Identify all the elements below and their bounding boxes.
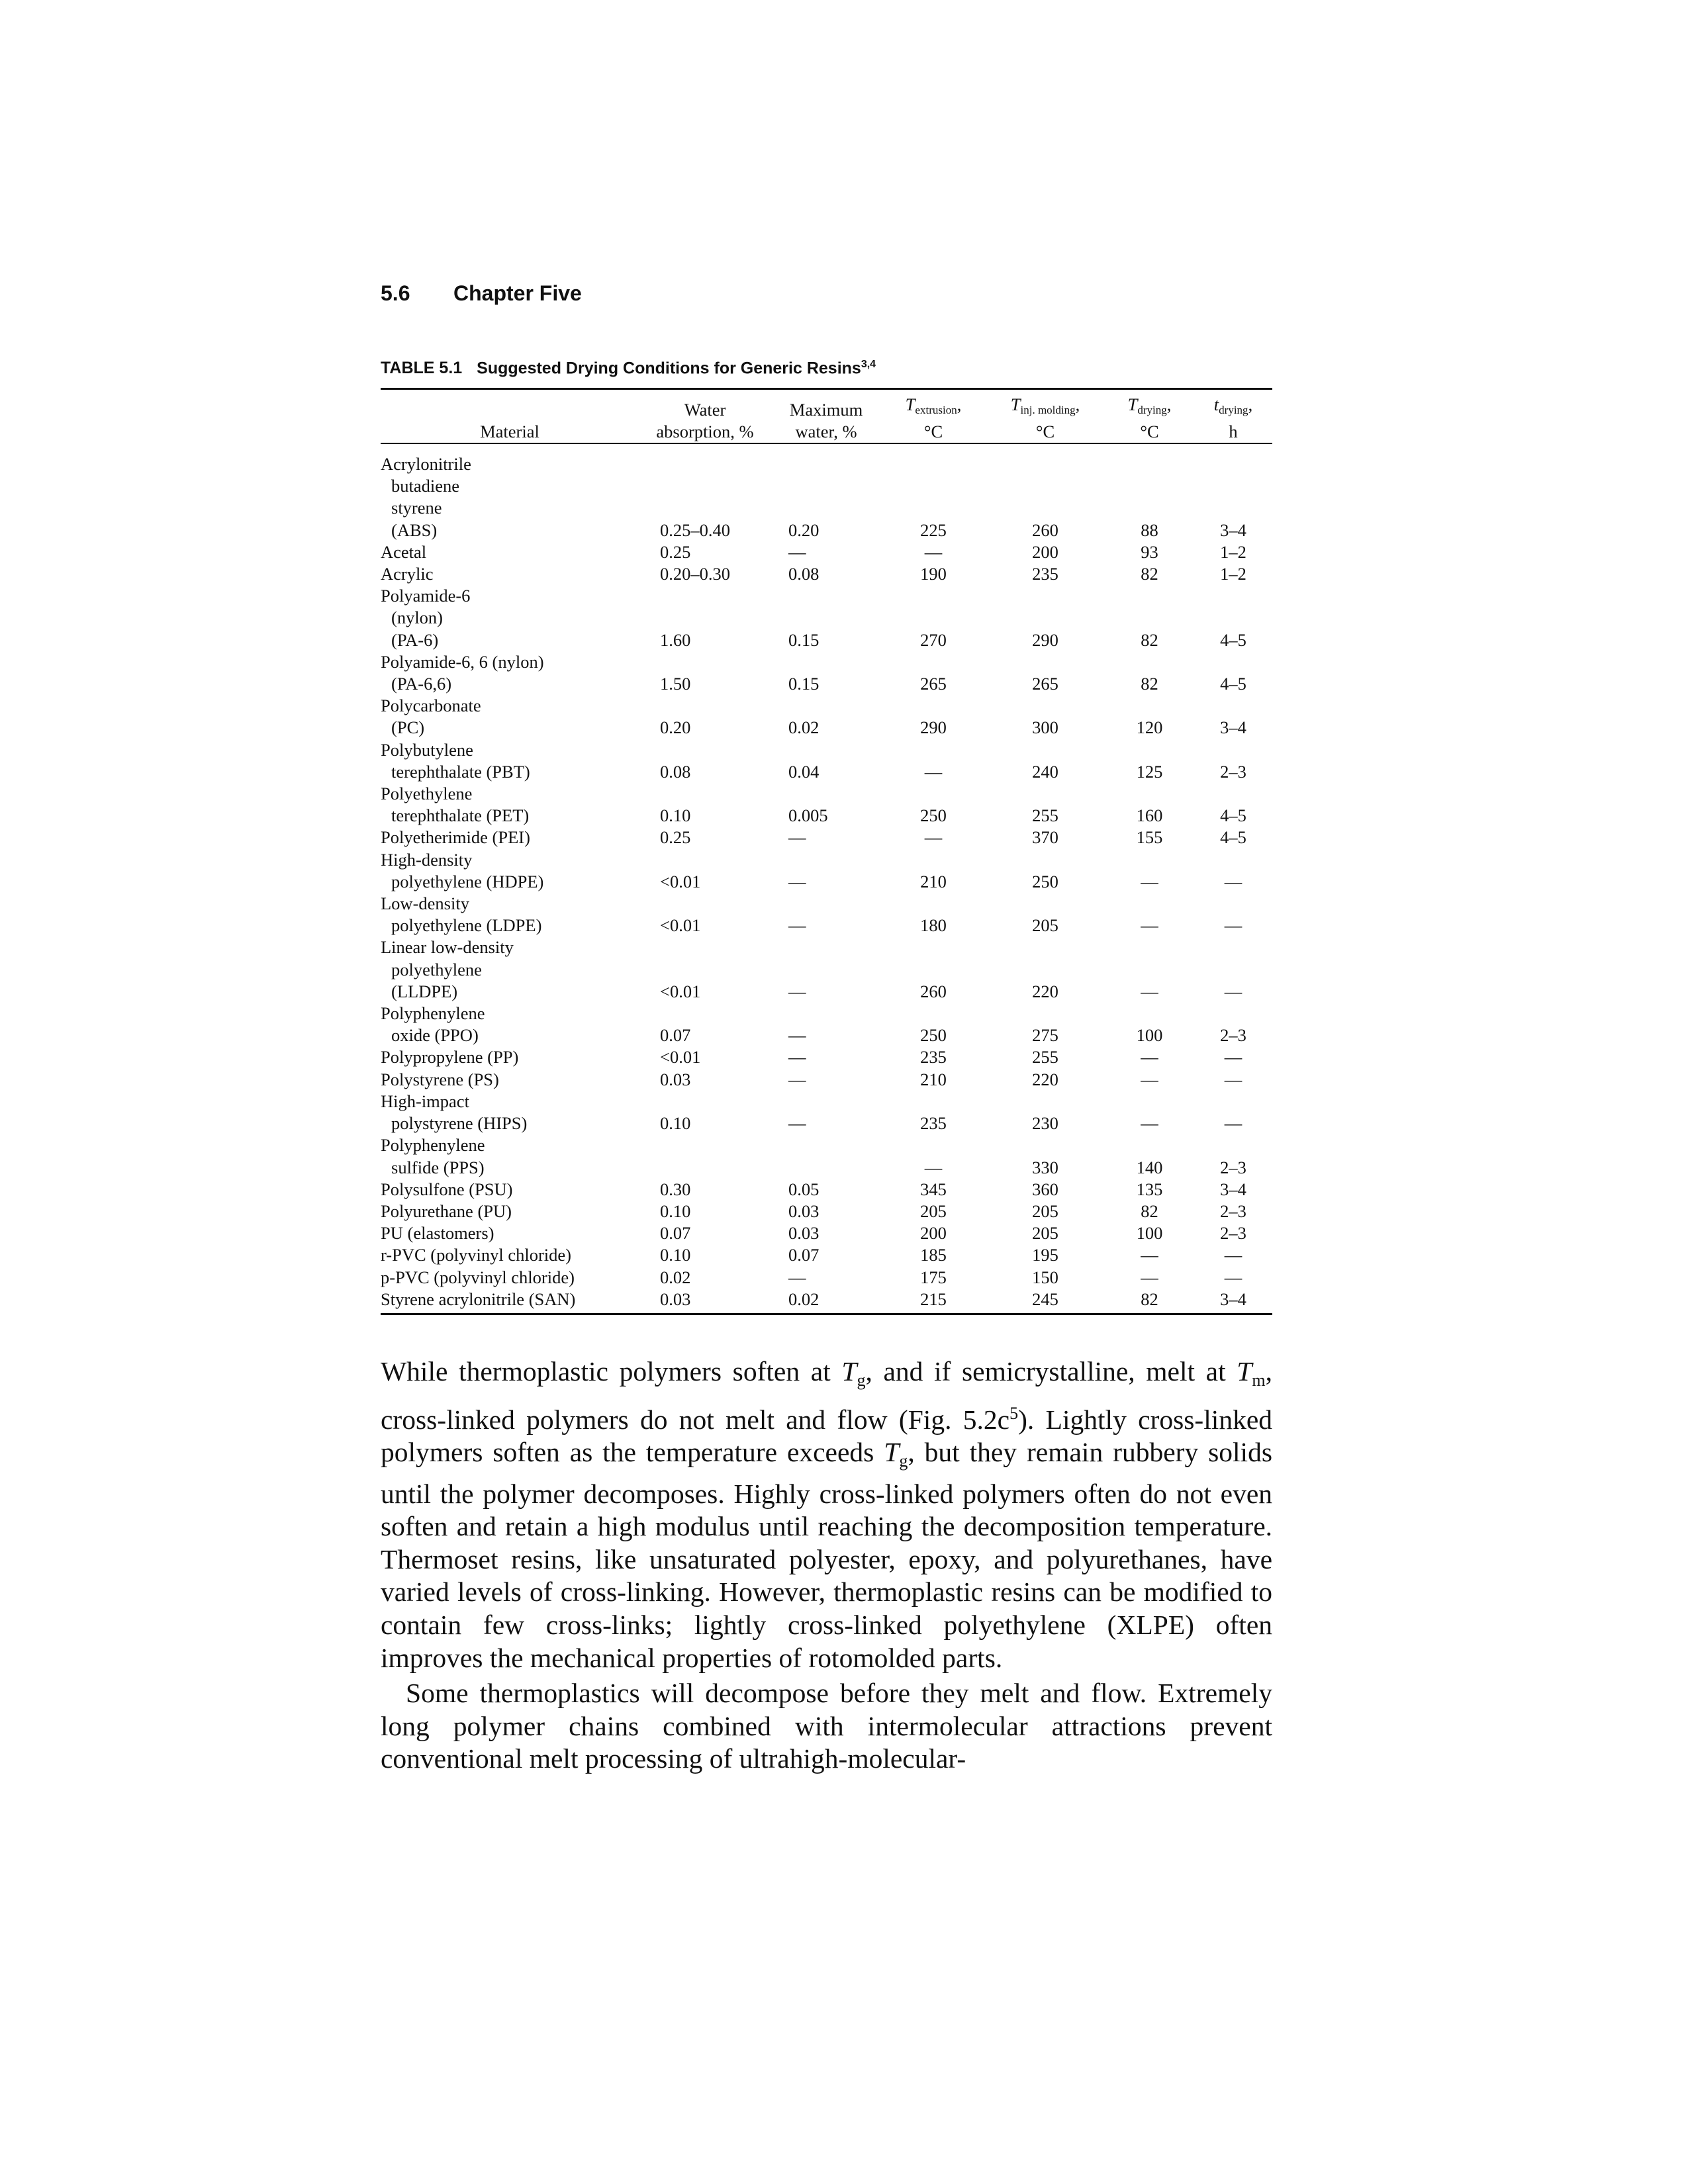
cell-time-drying: 2–3 <box>1220 1223 1246 1244</box>
cell-time-drying: 3–4 <box>1220 1179 1246 1199</box>
cell-time-drying: 4–5 <box>1220 827 1246 848</box>
cell-t-inj-molding: 250 <box>1032 871 1058 891</box>
cell-max-water: — <box>788 1113 806 1134</box>
cell-t-drying: 160 <box>1136 805 1163 826</box>
cell-material: p-PVC (polyvinyl chloride) <box>381 1267 575 1287</box>
table-body <box>381 443 1272 1313</box>
chapter-title: Chapter Five <box>453 281 582 305</box>
cell-material: Polyphenylene sulfide (PPS) <box>381 1135 485 1177</box>
col-header-water-absorption-1: Water <box>684 400 726 420</box>
cell-time-drying: — <box>1224 915 1243 936</box>
table-row <box>381 585 1272 651</box>
cell-water-absorption: <0.01 <box>660 981 701 1001</box>
cell-t-extrusion: — <box>924 1157 943 1177</box>
cell-t-inj-molding: 260 <box>1032 520 1058 540</box>
cell-time-drying: 4–5 <box>1220 629 1246 650</box>
body-text <box>381 1355 1272 1776</box>
cell-max-water: 0.15 <box>788 674 820 694</box>
table-row <box>381 1201 1272 1222</box>
cell-water-absorption: 0.07 <box>660 1025 691 1046</box>
cell-water-absorption: 0.30 <box>660 1179 691 1199</box>
col-header-water-absorption-2: absorption, % <box>656 422 754 441</box>
cell-time-drying: 2–3 <box>1220 1157 1246 1177</box>
cell-time-drying: 2–3 <box>1220 1201 1246 1221</box>
cell-t-inj-molding: 240 <box>1032 761 1058 782</box>
cell-t-extrusion: 175 <box>920 1267 947 1287</box>
cell-material: Polyethylene terephthalate (PET) <box>381 784 530 826</box>
col-header-max-water-1: Maximum <box>789 400 863 420</box>
cell-t-extrusion: 270 <box>920 629 947 650</box>
cell-t-drying: 82 <box>1141 1289 1158 1309</box>
cell-water-absorption <box>639 1134 771 1178</box>
table-row <box>381 443 1272 541</box>
table-label: TABLE 5.1 <box>381 359 463 378</box>
cell-material: Low-density polyethylene (LDPE) <box>381 893 542 936</box>
cell-t-inj-molding: 275 <box>1032 1025 1058 1046</box>
cell-t-drying: — <box>1141 915 1158 936</box>
cell-t-drying: 100 <box>1136 1223 1163 1244</box>
cell-t-inj-molding: 255 <box>1032 1047 1058 1068</box>
table-row <box>381 1244 1272 1266</box>
cell-t-drying: — <box>1141 1267 1158 1287</box>
cell-t-inj-molding: 220 <box>1032 981 1058 1001</box>
cell-max-water: 0.20 <box>788 520 820 540</box>
cell-max-water: 0.05 <box>788 1179 820 1199</box>
cell-t-drying: 125 <box>1136 761 1163 782</box>
table-row <box>381 1046 1272 1068</box>
table-row <box>381 695 1272 739</box>
cell-max-water: — <box>788 1069 806 1089</box>
cell-time-drying: 2–3 <box>1220 1025 1246 1046</box>
cell-t-drying: — <box>1141 1069 1158 1089</box>
cell-max-water: 0.02 <box>788 717 820 738</box>
cell-time-drying: 2–3 <box>1220 761 1246 782</box>
cell-water-absorption: <0.01 <box>660 871 701 891</box>
cell-time-drying: — <box>1224 981 1243 1001</box>
cell-material: r-PVC (polyvinyl chloride) <box>381 1245 571 1265</box>
cell-t-extrusion: 180 <box>920 915 947 936</box>
cell-water-absorption: 0.25 <box>660 541 691 562</box>
cell-t-drying: 120 <box>1136 717 1163 738</box>
cell-t-drying: — <box>1141 871 1158 891</box>
cell-t-drying: 82 <box>1141 1201 1158 1221</box>
cell-material: High-impact polystyrene (HIPS) <box>381 1091 528 1134</box>
cell-t-inj-molding: 205 <box>1032 1201 1058 1221</box>
cell-material: Polyurethane (PU) <box>381 1201 512 1221</box>
col-header-t-extrusion-unit: °C <box>923 422 943 441</box>
cell-t-inj-molding: 200 <box>1032 541 1058 562</box>
cell-time-drying: 3–4 <box>1220 717 1246 738</box>
cell-max-water: — <box>788 1047 806 1068</box>
table-title: Suggested Drying Conditions for Generic Resins <box>477 359 861 378</box>
cell-t-inj-molding: 370 <box>1032 827 1058 848</box>
cell-t-extrusion: 215 <box>920 1289 947 1309</box>
cell-t-inj-molding: 235 <box>1032 564 1058 584</box>
cell-water-absorption: 0.07 <box>660 1223 691 1244</box>
cell-material: PU (elastomers) <box>381 1223 494 1244</box>
cell-t-extrusion: 235 <box>920 1047 947 1068</box>
table-row <box>381 1069 1272 1091</box>
cell-material: High-density polyethylene (HDPE) <box>381 849 544 891</box>
cell-water-absorption: 0.20–0.30 <box>660 564 730 584</box>
table-row <box>381 1003 1272 1046</box>
cell-t-drying: 135 <box>1136 1179 1163 1199</box>
cell-water-absorption: 0.25–0.40 <box>660 520 730 540</box>
cell-t-inj-molding: 220 <box>1032 1069 1058 1089</box>
cell-material: Polystyrene (PS) <box>381 1069 499 1089</box>
page-header <box>381 281 582 306</box>
cell-material: Polyetherimide (PEI) <box>381 827 530 848</box>
cell-t-inj-molding: 265 <box>1032 674 1058 694</box>
cell-t-drying: 82 <box>1141 674 1158 694</box>
drying-conditions-table <box>381 388 1272 1315</box>
cell-t-extrusion: 190 <box>920 564 947 584</box>
cell-water-absorption: 0.25 <box>660 827 691 848</box>
cell-material: Polycarbonate (PC) <box>381 696 481 738</box>
cell-water-absorption: <0.01 <box>660 1047 701 1068</box>
paragraph-2: Some thermoplastics will decompose before they melt and flow. Extremely long polymer chains combined with intermolecular attractions prevent conventional melt processing of ultrahigh-molecular- <box>381 1678 1272 1774</box>
cell-max-water: 0.005 <box>788 805 828 826</box>
cell-material: Acetal <box>381 541 427 562</box>
table-row <box>381 1091 1272 1134</box>
table-row <box>381 936 1272 1003</box>
cell-time-drying: 4–5 <box>1220 805 1246 826</box>
cell-max-water: — <box>788 827 806 848</box>
cell-t-extrusion: 225 <box>920 520 947 540</box>
cell-t-drying: — <box>1141 1113 1158 1134</box>
table-row <box>381 1222 1272 1244</box>
cell-t-extrusion: 210 <box>920 871 947 891</box>
cell-time-drying: — <box>1224 1113 1243 1134</box>
cell-t-inj-molding: 360 <box>1032 1179 1058 1199</box>
cell-t-extrusion: 200 <box>920 1223 947 1244</box>
cell-t-inj-molding: 245 <box>1032 1289 1058 1309</box>
table-row <box>381 1179 1272 1201</box>
col-header-t-drying-unit: °C <box>1140 422 1159 441</box>
table-row <box>381 541 1272 563</box>
col-header-material: Material <box>480 422 539 441</box>
table-row <box>381 783 1272 827</box>
table-row <box>381 849 1272 893</box>
table-title-refs: 3,4 <box>861 359 876 370</box>
cell-t-inj-molding: 330 <box>1032 1157 1058 1177</box>
cell-material: Polyamide-6, 6 (nylon) (PA-6,6) <box>381 651 544 694</box>
cell-t-drying: — <box>1141 1245 1158 1265</box>
cell-material: Linear low-density polyethylene (LLDPE) <box>381 937 514 1001</box>
cell-t-drying: 100 <box>1136 1025 1163 1046</box>
cell-material: Acrylic <box>381 564 434 584</box>
cell-material: Polyamide-6 (nylon) (PA-6) <box>381 586 471 650</box>
cell-max-water: — <box>788 1025 806 1046</box>
cell-time-drying: — <box>1224 1245 1243 1265</box>
cell-t-extrusion: 185 <box>920 1245 947 1265</box>
cell-material: Polyphenylene oxide (PPO) <box>381 1003 485 1046</box>
cell-t-extrusion: 250 <box>920 805 947 826</box>
cell-time-drying: — <box>1224 1047 1243 1068</box>
cell-water-absorption: 0.10 <box>660 1113 691 1134</box>
cell-t-inj-molding: 205 <box>1032 915 1058 936</box>
cell-max-water: — <box>788 871 806 891</box>
cell-time-drying: 4–5 <box>1220 674 1246 694</box>
cell-t-inj-molding: 150 <box>1032 1267 1058 1287</box>
cell-t-extrusion: — <box>924 541 943 562</box>
cell-max-water: 0.03 <box>788 1223 820 1244</box>
cell-time-drying: — <box>1224 871 1243 891</box>
col-header-t-drying: $T_{drying}$, <box>1127 394 1172 416</box>
cell-t-drying: 93 <box>1141 541 1158 562</box>
col-header-max-water-2: water, % <box>795 422 857 441</box>
cell-t-inj-molding: 230 <box>1032 1113 1058 1134</box>
cell-t-extrusion: 235 <box>920 1113 947 1134</box>
col-header-material-blank <box>381 390 639 421</box>
table-row <box>381 1267 1272 1289</box>
cell-max-water: — <box>788 981 806 1001</box>
cell-t-extrusion: 210 <box>920 1069 947 1089</box>
cell-material: Polypropylene (PP) <box>381 1047 519 1068</box>
cell-water-absorption: 0.10 <box>660 1245 691 1265</box>
cell-water-absorption: 1.50 <box>660 674 691 694</box>
cell-t-extrusion: 265 <box>920 674 947 694</box>
cell-t-drying: 82 <box>1141 629 1158 650</box>
cell-water-absorption: 0.08 <box>660 761 691 782</box>
cell-water-absorption: 0.02 <box>660 1267 691 1287</box>
cell-material: Styrene acrylonitrile (SAN) <box>381 1289 576 1309</box>
cell-max-water <box>771 1134 881 1178</box>
cell-water-absorption: 0.10 <box>660 805 691 826</box>
cell-max-water: 0.03 <box>788 1201 820 1221</box>
paragraph-1: While thermoplastic polymers soften at $T_g$, and if semicrystalline, melt at $T_m$, cross-linked polymers do not melt and flow (Fig. $5.2c^5$). Lightly cross-linked polymers soften as the temperature exceeds $T_g$, but they remain rubbery solids until the polymer decomposes. Highly cross-linked polymers often do not even soften and retain a high modulus until reaching the decomposition temperature. Thermoset resins, like unsaturated polyester, epoxy, and polyurethanes, have varied levels of cross-linking. However, thermoplastic resins can be modified to contain few cross-links; lightly cross-linked polyethylene (XLPE) often improves the mechanical properties of rotomolded parts. <box>381 1356 1272 1673</box>
cell-material: Acrylonitrile butadiene styrene (ABS) <box>381 454 471 540</box>
table-row <box>381 651 1272 695</box>
col-header-t-extrusion: $T_{extrusion}$, <box>905 394 962 416</box>
table-row <box>381 827 1272 848</box>
cell-water-absorption: 0.03 <box>660 1069 691 1089</box>
cell-time-drying: 1–2 <box>1220 541 1246 562</box>
cell-t-extrusion: 250 <box>920 1025 947 1046</box>
cell-material: Polybutylene terephthalate (PBT) <box>381 739 530 782</box>
table-row <box>381 1134 1272 1178</box>
table-row <box>381 1289 1272 1313</box>
cell-t-drying: — <box>1141 1047 1158 1068</box>
cell-t-inj-molding: 205 <box>1032 1223 1058 1244</box>
col-header-t-inj: $T_{inj. molding}$, <box>1010 394 1080 416</box>
table-row <box>381 563 1272 585</box>
col-header-time-drying: $t_{drying}$, <box>1213 394 1253 416</box>
table-row <box>381 739 1272 783</box>
cell-material: Polysulfone (PSU) <box>381 1179 513 1199</box>
cell-t-extrusion: — <box>924 761 943 782</box>
cell-time-drying: — <box>1224 1069 1243 1089</box>
cell-t-inj-molding: 290 <box>1032 629 1058 650</box>
cell-t-inj-molding: 300 <box>1032 717 1058 738</box>
col-header-time-drying-unit: h <box>1229 422 1238 441</box>
cell-t-drying: 155 <box>1136 827 1163 848</box>
cell-max-water: — <box>788 1267 806 1287</box>
cell-water-absorption: 0.20 <box>660 717 691 738</box>
cell-water-absorption: <0.01 <box>660 915 701 936</box>
cell-t-drying: 82 <box>1141 564 1158 584</box>
cell-water-absorption: 0.10 <box>660 1201 691 1221</box>
cell-max-water: 0.08 <box>788 564 820 584</box>
page-number: 5.6 <box>381 281 410 305</box>
cell-t-extrusion: 205 <box>920 1201 947 1221</box>
table-caption <box>381 359 876 378</box>
cell-water-absorption: 0.03 <box>660 1289 691 1309</box>
cell-t-extrusion: 345 <box>920 1179 947 1199</box>
cell-time-drying: 1–2 <box>1220 564 1246 584</box>
cell-max-water: — <box>788 915 806 936</box>
cell-max-water: 0.04 <box>788 761 820 782</box>
cell-t-inj-molding: 255 <box>1032 805 1058 826</box>
cell-t-extrusion: — <box>924 827 943 848</box>
cell-t-extrusion: 260 <box>920 981 947 1001</box>
cell-time-drying: 3–4 <box>1220 1289 1246 1309</box>
cell-water-absorption: 1.60 <box>660 629 691 650</box>
cell-t-inj-molding: 195 <box>1032 1245 1058 1265</box>
cell-time-drying: 3–4 <box>1220 520 1246 540</box>
col-header-t-inj-unit: °C <box>1035 422 1055 441</box>
cell-max-water: 0.02 <box>788 1289 820 1309</box>
cell-t-drying: 88 <box>1141 520 1158 540</box>
cell-time-drying: — <box>1224 1267 1243 1287</box>
table-row <box>381 893 1272 936</box>
cell-t-extrusion: 290 <box>920 717 947 738</box>
cell-t-drying: 140 <box>1136 1157 1163 1177</box>
cell-max-water: 0.07 <box>788 1245 820 1265</box>
cell-max-water: 0.15 <box>788 629 820 650</box>
cell-t-drying: — <box>1141 981 1158 1001</box>
cell-max-water: — <box>788 541 806 562</box>
